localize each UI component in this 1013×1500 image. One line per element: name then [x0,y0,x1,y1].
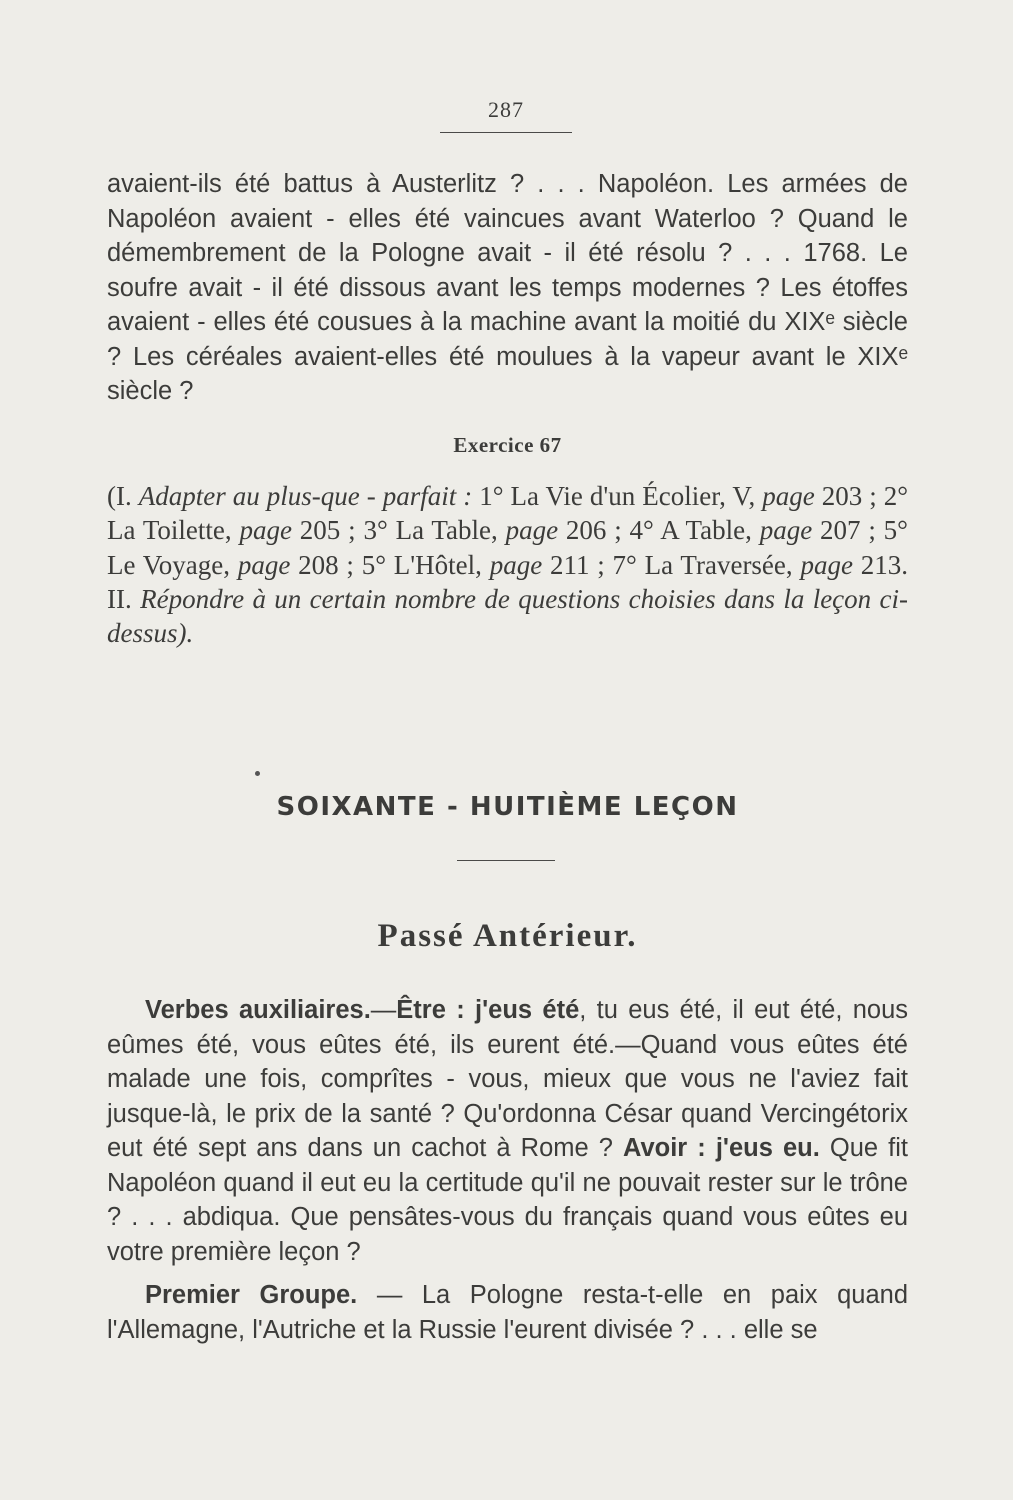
exercise-item: 203 ; 2° La Toilette, [107,481,909,546]
dash: — [370,996,397,1024]
paragraph-text: , tu eus été, il eut été, nous eûmes été, vous eûtes été, ils eurent été.—Quand vous eûtes été malade une fois, comprîtes - vous, mieux que vous ne l'aviez fait jusque-là, le prix de la santé ? Qu'ordonna César quand Vercingétorix eut été sept ans dans un cachot à Rome ? [107,996,909,1162]
exercise-page-word: page [239,515,292,546]
exercise-item: 1° La Vie d'un Écolier, V, [472,481,763,511]
paragraph-text: Que fit Napoléon quand il eut eu la certitude qu'il ne pouvait rester sur le trône ? . . . abdiqua. Que pensâtes-vous du français quand vous eûtes eu votre première leçon ? [107,1134,908,1266]
exercise-page-word: page [237,549,291,580]
exercise-instructions [107,479,908,650]
exercise-open: (I. [107,481,139,511]
label-verbes-auxiliaires: Verbes auxiliaires. [145,996,371,1024]
exercise-page-word: page [759,515,813,546]
exercise-item: 213. II. [107,549,908,614]
paragraph-premier-groupe [107,1278,908,1347]
label-avoir: Avoir : j'eus eu. [623,1134,820,1162]
ink-dot [255,771,260,776]
lesson-rule [457,860,555,861]
exercise-page-word: page [505,515,559,546]
paragraph-text: — La Pologne resta-t-elle en paix quand l'Allemagne, l'Autriche et la Russie l'eurent divisée ? . . . elle se [107,1281,908,1344]
label-premier-groupe: Premier Groupe. [145,1281,358,1309]
exercise-item: 206 ; 4° A Table, [558,515,760,546]
exercise-page-word: page [800,549,853,580]
label-etre: Être : j'eus été [396,996,580,1024]
paragraph-continued-questions: avaient-ils été battus à Austerlitz ? . . . Napoléon. Les armées de Napoléon avaient - elles été vaincues avant Waterloo ? Quand le démembrement de la Pologne avait - il été résolu ? . . . 1768. Le soufre avait - il été dissous avant les temps modernes ? Les étoffes avaient - elles été cousues à la machine avant la moitié du XIXᵉ siècle ? Les céréales avaient-elles été moulues à la vapeur avant le XIXᵉ siècle ? [107,170,908,405]
exercise-instruction-repondre: Répondre à un certain nombre de questions choisies dans la leçon ci-dessus). [107,583,909,649]
exercise-item: 208 ; 5° L'Hôtel, [290,549,490,580]
exercise-page-word: page [762,481,815,511]
exercise-page-word: page [489,549,543,580]
exercise-item: 205 ; 3° La Table, [291,515,506,546]
page-number: 287 [488,97,524,122]
paragraph-auxiliary-verbs [107,993,908,1269]
lesson-heading: SOIXANTE - HUITIÈME LEÇON [276,792,739,822]
exercise-instruction-adapter: Adapter au plus-que - parfait : [138,481,473,511]
tense-title: Passé Antérieur. [377,918,638,954]
exercise-item: 207 ; 5° Le Voyage, [107,515,908,580]
exercise-item: 211 ; 7° La Traversée, [542,549,801,580]
exercise-heading: Exercice 67 [453,433,562,457]
page-number-rule [440,132,572,133]
